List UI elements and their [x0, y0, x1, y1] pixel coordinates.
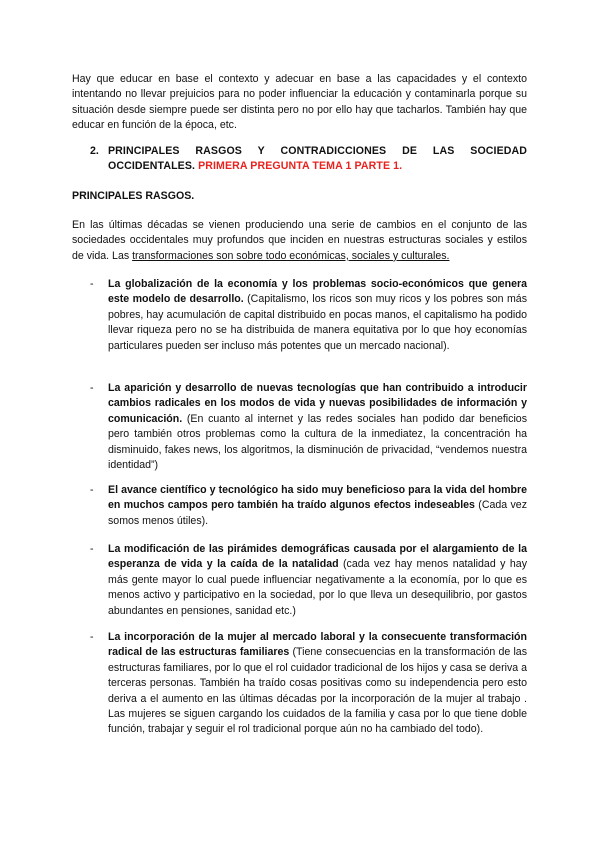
- list-item-text: (Cada vez somos menos útiles).: [108, 499, 527, 527]
- list-item-text: (Capitalismo, los ricos son muy ricos y los pobres son más pobres, hay acumulación de capital distribuido en pocas manos, el capitalismo ha podido llevar riqueza pero no se ha distribuida de manera equitativa por lo que hoy economías particulares pueden ser incluso más potentes que un mercado nacional).: [108, 293, 527, 352]
- list-item-body: [108, 542, 527, 619]
- section-title: PRINCIPALES RASGOS Y CONTRADICCIONES DE LAS SOCIEDAD OCCIDENTALES.: [108, 145, 527, 173]
- lead-underlined-text: transformaciones son sobre todo económicas, sociales y culturales.: [132, 249, 450, 262]
- subheading: PRINCIPALES RASGOS.: [72, 190, 195, 202]
- list-item-bold: La modificación de las pirámides demográficas causada por el alargamiento de la esperanza de vida y la caída de la natalidad: [108, 543, 527, 571]
- section-number: 2.: [90, 145, 99, 157]
- list-item-bold: La incorporación de la mujer al mercado laboral y la consecuente transformación radical de las estructuras familiares: [108, 631, 527, 659]
- list-marker: -: [90, 382, 94, 394]
- lead-text: En las últimas décadas se vienen produciendo una serie de cambios en el conjunto de las sociedades occidentales muy profundos que inciden en nuestras estructuras sociales y estilos de vida. Las: [72, 219, 527, 262]
- list-item-text: (En cuanto al internet y las redes sociales han podido dar beneficios pero también otros problemas como la cultura de la inmediatez, la concentración ha disminuido, fakes news, los algoritmos, la disminución de privacidad, “vendemos nuestra identidad”): [108, 412, 527, 472]
- list-item-body: [108, 483, 527, 529]
- list-marker: -: [90, 484, 94, 496]
- list-marker: -: [90, 543, 94, 555]
- list-item-body: [108, 381, 527, 473]
- list-item-body: [108, 630, 527, 738]
- list-marker: -: [90, 278, 94, 290]
- list-item-bold: La aparición y desarrollo de nuevas tecnologías que han contribuido a introducir cambios radicales en los modos de vida y nuevas posibilidades de información y comunicación.: [108, 382, 527, 425]
- list-item-bold: La globalización de la economía y los problemas socio-económicos que genera este modelo de desarrollo.: [108, 278, 527, 306]
- list-item-text: (cada vez hay menos natalidad y hay más gente mayor lo cual puede influenciar negativamente a la economía, por lo que es menos activo y participativo en la sociedad, por lo que lleva un desequilibrio, por gastos abundantes en pensiones, sanidad etc.): [108, 558, 528, 617]
- section-title-block: [108, 144, 527, 175]
- list-item-body: [108, 277, 527, 354]
- list-marker: -: [90, 631, 94, 643]
- lead-paragraph: [72, 218, 527, 264]
- list-item-bold: El avance científico y tecnológico ha sido muy beneficioso para la vida del hombre en muchos campos pero también ha traído algunos efectos indeseables: [108, 484, 527, 512]
- list-item-text: (Tiene consecuencias en la transformación de las estructuras familiares, por lo que el rol cuidador tradicional de los hijos y casa se deriva a terceras personas. También ha traído cosas positivas como su independencia pero esto deriva a el aumento en las últimas décadas por la incorporación de la mujer al trabajo . Las mujeres se siguen cargando los cuidados de la familia y casa por lo que tiene doble función, trabajar y seguir el rol tradicional porque aún no ha cambiado del todo).: [108, 646, 527, 736]
- intro-paragraph: Hay que educar en base el contexto y adecuar en base a las capacidades y el contexto intentando no llevar prejuicios para no poder influenciar la educación y contaminarla porque su situación desde siempre puede ser distinta pero no por ello hay que tacharlos. También hay que educar en función de la época, etc.: [72, 73, 527, 132]
- section-note: PRIMERA PREGUNTA TEMA 1 PARTE 1.: [198, 160, 403, 173]
